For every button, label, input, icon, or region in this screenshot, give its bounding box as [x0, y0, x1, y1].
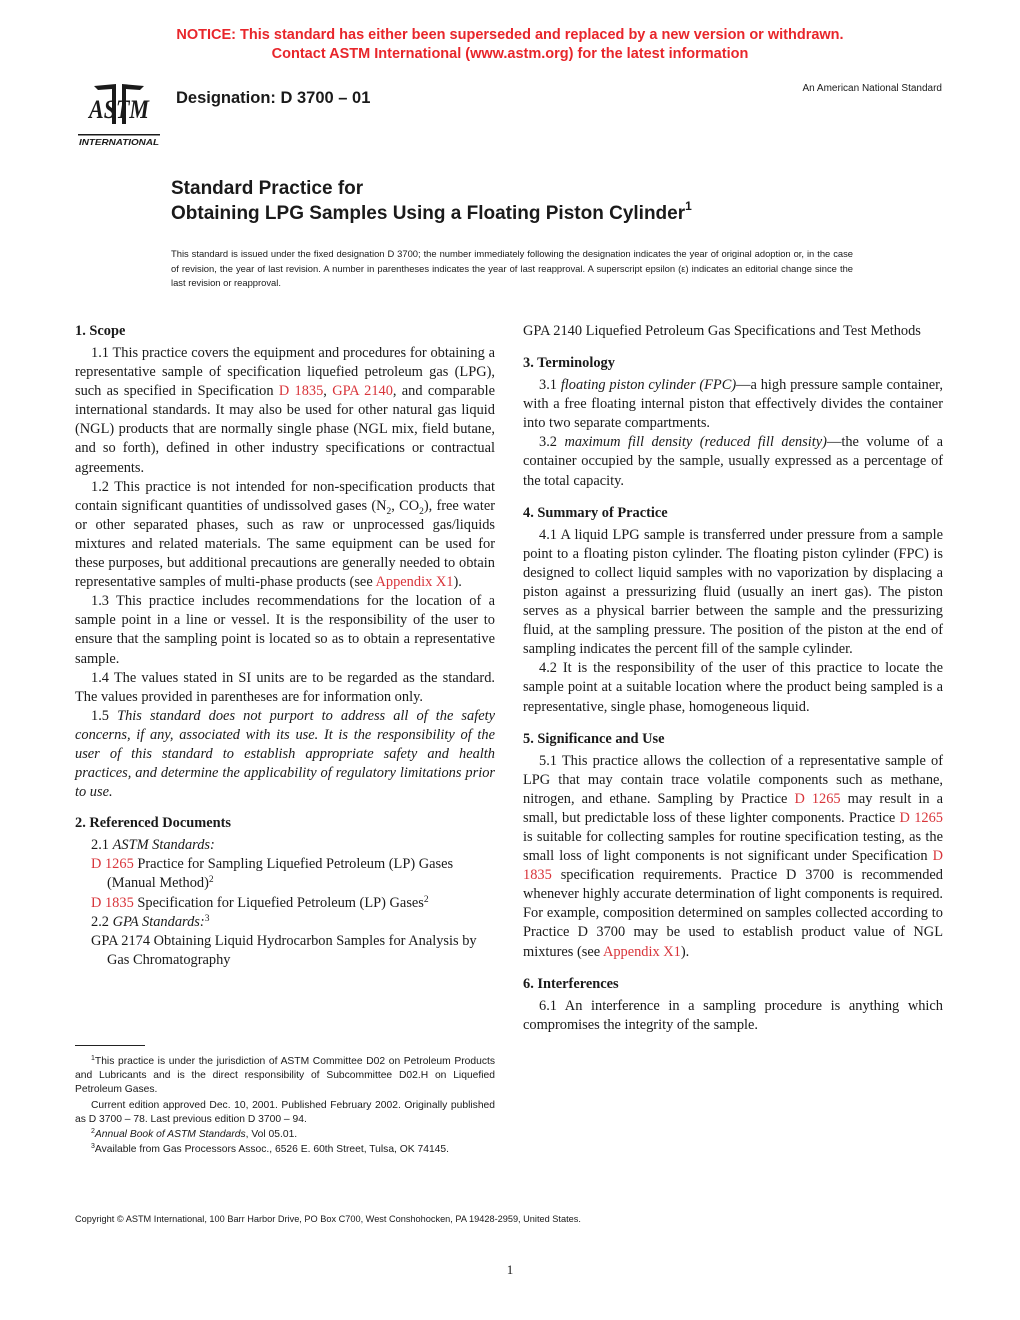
para-3-1-num: 3.1: [539, 377, 561, 394]
para-1-1-text-a: 1.1 This practice covers the equipment and procedures for obtaining a representative sample of specification liquefied petroleum gas (LPG), such as specified in Specification: [75, 345, 495, 400]
para-1-2-text-a: 1.2 This practice is not intended for non-specification products that contain significant quantities of undissolved gases (N: [75, 478, 495, 514]
link-d1835-s5[interactable]: D 1835: [523, 848, 943, 884]
right-column: [523, 322, 943, 1035]
para-5-1-text-b: may result in a small, but predictable loss of these lighter components. Practice: [523, 790, 943, 826]
title-line-2: [171, 201, 951, 226]
subscript-n2: 2: [386, 506, 392, 517]
section-6-heading: 6. Interferences: [523, 975, 619, 992]
footnote-1-mark: 1: [91, 1055, 95, 1062]
issue-statement: This standard is issued under the fixed designation D 3700; the number immediately following the designation indicates the year of original adoption or, in the case of revision, the year of last revision. A number in parentheses indicates the year of last reapproval. A superscript epsilon (ε) indicates an editorial change since the last revision or reapproval.: [171, 248, 853, 288]
gpa-standards-label: GPA Standards:: [112, 913, 205, 930]
section-1-heading: 1. Scope: [75, 323, 126, 339]
subscript-co2: 2: [419, 506, 424, 517]
footnote-1-text: This practice is under the jurisdiction of ASTM Committee D02 on Petroleum Products and Lubricants and is the direct responsibility of Subcommittee D02.H on Liquefied Petroleum Gases.: [75, 1056, 495, 1096]
para-2-1-num: 2.1: [91, 837, 113, 854]
para-1-2-text-d: ).: [453, 574, 462, 591]
para-2-1: [75, 836, 495, 855]
footnote-1: [75, 1055, 495, 1098]
footnote-2-mark: 2: [91, 1128, 95, 1136]
footnote-2: [75, 1128, 495, 1142]
footnote-divider: [75, 1045, 145, 1046]
section-3-heading: 3. Terminology: [523, 355, 615, 372]
para-1-2: [75, 478, 495, 593]
para-1-1-text-c: , and comparable international standards. It may also be used for other natural gas liquid (NGL) products that are normally single phase (NGL mix, field butane, and so forth), defined in other industry specifications or contractual agreements.: [75, 383, 495, 476]
safety-statement: This standard does not purport to address all of the safety concerns, if any, associated with its use. It is the responsibility of the user of this standard to establish appropriate safety and health practices, and determine the applicability of regulatory limitations prior to use.: [75, 707, 495, 801]
ref-d1265-sup: 2: [208, 875, 214, 886]
link-d1835[interactable]: D 1835: [278, 383, 324, 400]
para-1-1: [75, 344, 495, 478]
notice-line-1: NOTICE: This standard has either been superseded and replaced by a new version or withdrawn.: [176, 27, 844, 43]
ref-d1835-text: Specification for Liquefied Petroleum (LP) Gases: [133, 894, 424, 911]
para-1-5: [75, 707, 495, 802]
title-main: Obtaining LPG Samples Using a Floating Piston Cylinder: [171, 203, 686, 224]
section-5-heading: 5. Significance and Use: [523, 730, 665, 747]
link-d1265[interactable]: D 1265: [91, 856, 134, 873]
para-3-2: [523, 433, 943, 490]
para-5-1: [523, 752, 943, 962]
footnote-2-text-b: , Vol 05.01.: [245, 1129, 298, 1141]
para-5-1-text-d: specification requirements. Practice D 3700 is recommended whenever highly accurate determination of light components is required. For example, composition determined on samples collected according to Practice D 3700 may be used to establish product value of NGL mixtures (see: [523, 867, 943, 960]
para-6-1: 6.1 An interference in a sampling procedure is anything which compromises the integrity of the sample.: [523, 997, 943, 1033]
para-1-2-text-c: ), free water or other separated phases, such as raw or unprocessed gas/liquids mixtures and related materials. The same equipment can be used for these purposes, but additional precautions are generally needed to obtain representative samples of multi-phase products (see: [75, 497, 496, 591]
para-1-2-text-b: , CO: [391, 497, 420, 514]
term-fpc: floating piston cylinder (FPC): [560, 377, 737, 394]
para-1-1-text-b: ,: [323, 383, 333, 400]
title-footnote-mark: 1: [685, 199, 692, 213]
link-d1265-s5a[interactable]: D 1265: [794, 790, 841, 807]
link-d1835-ref[interactable]: D 1835: [91, 894, 134, 911]
title-line-1: Standard Practice for: [171, 178, 364, 199]
para-3-1: [523, 376, 943, 433]
para-2-2-sup: 3: [204, 913, 210, 924]
para-4-2: 4.2 It is the responsibility of the user of this practice to locate the sample point at a suitable location where the product being sampled is a representative, single phase, homogeneous liquid.: [523, 660, 943, 715]
document-title: [171, 176, 951, 226]
para-2-2: [75, 913, 495, 932]
link-d1265-s5b[interactable]: D 1265: [899, 809, 943, 826]
astm-logo-icon: [76, 76, 162, 150]
ref-gpa2140: GPA 2140 Liquefied Petroleum Gas Specifications and Test Methods: [523, 323, 921, 339]
para-3-2-num: 3.2: [539, 434, 565, 451]
designation: Designation: D 3700 – 01: [176, 89, 371, 107]
section-2-heading: 2. Referenced Documents: [75, 815, 231, 832]
link-gpa2140[interactable]: GPA 2140: [332, 383, 393, 400]
para-1-5-num: 1.5: [91, 707, 118, 724]
copyright: Copyright © ASTM International, 100 Barr Harbor Drive, PO Box C700, West Conshohocken, PA 19428-2959, United States.: [75, 1214, 581, 1224]
astm-standards-label: ASTM Standards:: [112, 837, 215, 854]
ref-d1835: [75, 894, 495, 913]
term-max-fill: maximum fill density (reduced fill density): [564, 434, 827, 451]
footnotes: [75, 1055, 495, 1158]
footnote-3-text: Available from Gas Processors Assoc., 6526 E. 60th Street, Tulsa, OK 74145.: [94, 1144, 449, 1156]
section-4-heading: 4. Summary of Practice: [523, 504, 668, 521]
link-appendix-x1[interactable]: Appendix X1: [375, 574, 454, 591]
ref-d1835-sup: 2: [423, 894, 429, 905]
ref-gpa2174: GPA 2174 Obtaining Liquid Hydrocarbon Samples for Analysis by Gas Chromatography: [91, 932, 477, 968]
footnote-3: [75, 1143, 495, 1157]
left-column: [75, 322, 495, 970]
withdrawal-notice: [0, 26, 1020, 64]
para-5-1-text-a: 5.1 This practice allows the collection of a representative sample of LPG that may contain trace volatile components such as methane, nitrogen, and ethane. Sampling by Practice: [523, 752, 943, 807]
footnote-1b: Current edition approved Dec. 10, 2001. Published February 2002. Originally published as D 3700 – 78. Last previous edition D 3700 – 94.: [75, 1099, 495, 1125]
link-appendix-x1-s5[interactable]: Appendix X1: [602, 943, 681, 960]
footnote-3-mark: 3: [91, 1143, 95, 1151]
logo-text: ASTM: [87, 95, 150, 124]
para-5-1-text-e: ).: [680, 943, 690, 960]
american-national-standard: An American National Standard: [802, 83, 942, 94]
footnote-2-text: Annual Book of ASTM Standards: [94, 1129, 246, 1141]
para-1-4: 1.4 The values stated in SI units are to be regarded as the standard. The values provided in parentheses are for information only.: [75, 669, 495, 705]
para-5-1-text-c: is suitable for collecting samples for routine specification testing, as the small loss of light components is not significant under Specification: [523, 828, 943, 865]
ref-d1265-text: Practice for Sampling Liquefied Petroleum (LP) Gases (Manual Method): [107, 856, 454, 892]
page-number: 1: [506, 1262, 514, 1277]
para-1-3: 1.3 This practice includes recommendations for the location of a sample point in a line or vessel. It is the responsibility of the user to ensure that the sampling point is located so as to obtain a representative sample.: [75, 593, 495, 667]
term-max-fill-def: —the volume of a container occupied by the sample, usually expressed as a percentage of the total capacity.: [523, 434, 944, 489]
para-4-1: 4.1 A liquid LPG sample is transferred under pressure from a sample point to a floating piston cylinder. The floating piston cylinder (FPC) is designed to collect liquid samples with no vaporization by displacing a piston against a pressurizing fluid (usually an inert gas). The piston serves as a physical barrier between the sample and the pressurizing fluid, at the sampling pressure. The position of the piston at the end of sampling indicates the percent fill of the sample cylinder.: [523, 526, 943, 658]
term-fpc-def: —a high pressure sample container, with a free floating internal piston that effectively divides the container into two separate compartments.: [523, 377, 943, 432]
logo-subtext: INTERNATIONAL: [79, 137, 159, 147]
ref-d1265: [75, 855, 495, 893]
para-2-2-num: 2.2: [91, 913, 113, 930]
notice-line-2: Contact ASTM International (www.astm.org) for the latest information: [271, 46, 749, 62]
